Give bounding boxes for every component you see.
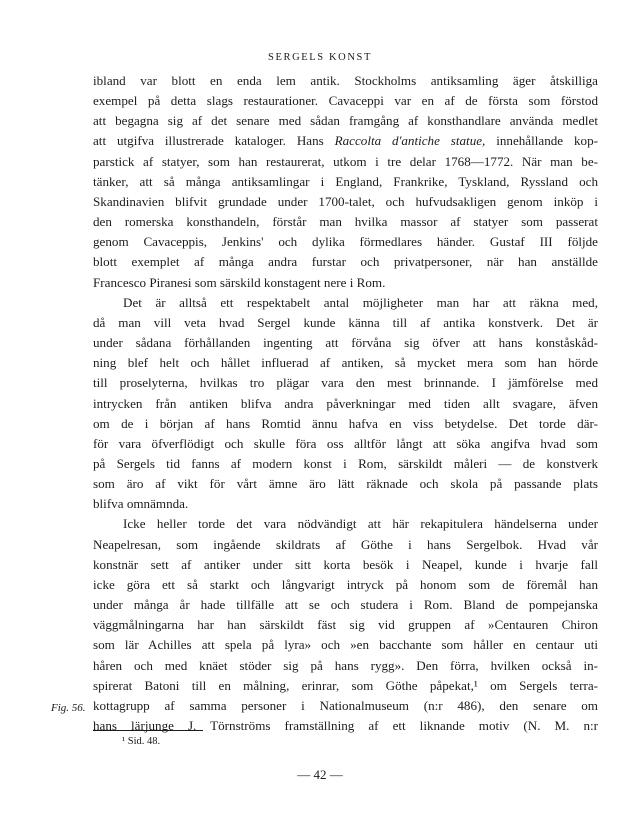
text-line: Skandinavien blifvit grundade under 1700-talet, och hufvudsakligen genom inköp i xyxy=(93,193,598,209)
text-line: blifva omnämnda. xyxy=(93,496,189,512)
text-line: om de i början af hans Romtid ännu hafva en viss betydelse. Det torde där- xyxy=(93,415,598,431)
footnote-rule xyxy=(93,730,203,731)
text-line: ning blef helt och hållet influerad af antiken, så mycket mera som han hörde xyxy=(93,355,598,371)
running-head: SERGELS KONST xyxy=(268,52,372,63)
text-line: genom Cavaceppis, Jenkins' och dylika förmedlares händer. Gustaf III följde xyxy=(93,234,598,250)
text-line: Det är alltså ett respektabelt antal möjligheter man har att räkna med, xyxy=(123,294,598,310)
text-line: spirerat Batoni till en målning, erinrar, som Göthe påpekat,¹ om Sergels terra- xyxy=(93,677,598,693)
text-line: ibland var blott en enda lem antik. Stockholms antiksamling äger åtskilliga xyxy=(93,73,598,88)
text-line: att begagna sig af det senare med sådan framgång af konsthandlare använda medlet xyxy=(93,113,598,129)
text-line: under sådana förhållanden ingenting att förvåna sig öfver att hans konståskåd- xyxy=(93,335,598,351)
body-text xyxy=(93,71,598,736)
text-line: icke göra ett så starkt och långvarigt intryck på honom som de föremål han xyxy=(93,576,598,592)
paragraph-2 xyxy=(93,293,598,515)
text-line: för vara öfverflödigt och skulle föra oss alltför långt att söka angifva hvad som xyxy=(93,435,598,451)
text-line: Icke heller torde det vara nödvändigt att här rekapitulera händelserna under xyxy=(123,516,598,532)
italic-title: Raccolta d'antiche statue, xyxy=(334,133,486,149)
text-segment: att utgifva illustrerade kataloger. Hans xyxy=(93,133,324,149)
text-line: intrycken från antiken blifva andra påverkningar med tiden allt svagare, äfven xyxy=(93,395,598,411)
text-line: till proselyterna, hvilkas tro plägar vara den mest brinnande. I jämförelse med xyxy=(93,375,598,391)
text-line: blott exemplet af många andra furstar och privatpersoner, när han anställde xyxy=(93,254,598,270)
text-line: tänker, att så många antiksamlingar i England, Frankrike, Tyskland, Ryssland och xyxy=(93,173,598,189)
paragraph-1 xyxy=(93,71,598,293)
text-line: hans lärjunge J. Törnströms framställning af ett liknande motiv (N. M. n:r xyxy=(93,718,598,733)
text-line: under många år hade tillfälle att se och studera i Rom. Bland de pompejanska xyxy=(93,597,598,613)
footnote: ¹ Sid. 48. xyxy=(122,736,161,747)
text-line: Francesco Piranesi som särskild konstagent nere i Rom. xyxy=(93,274,386,290)
text-line: håren och med knäet stöder sig på hans rygg». Den förra, hvilken också in- xyxy=(93,657,598,673)
text-line-with-title xyxy=(93,131,598,151)
paragraph-3 xyxy=(93,514,598,736)
text-line: då man vill veta hvad Sergel kunde känna till af antika konstverk. Det är xyxy=(93,314,598,330)
page-number: — 42 — xyxy=(297,767,343,782)
text-line: som lär Achilles att spela på lyra» och »en bacchante som håller en centaur uti xyxy=(93,637,598,653)
figure-reference: Fig. 56. xyxy=(51,702,86,714)
text-line: exempel på detta slags restaurationer. Cavaceppi var en af de första som förstod xyxy=(93,93,598,109)
text-line: Neapelresan, som ingående skildrats af Göthe i hans Sergelbok. Hvad vår xyxy=(93,536,598,552)
text-line: som äro af vikt för vårt ämne äro lätt räknade och skola på passande plats xyxy=(93,476,598,492)
text-line: konstnär sett af antiker under sitt korta besök i Neapel, kunde i hvarje fall xyxy=(93,556,598,572)
text-line: parstick af statyer, som han restaurerat, utkom i tre delar 1768—1772. När man be- xyxy=(93,153,598,169)
text-line: den romerska konsthandeln, förstår man hvilka massor af statyer som passerat xyxy=(93,214,598,230)
text-line: kottagrupp af samma personer i Nationalmuseum (n:r 486), den senare om xyxy=(93,697,598,713)
text-line: väggmålningarna har han särskildt fäst sig vid gruppen af »Centauren Chiron xyxy=(93,617,598,633)
text-segment: innehållande kop- xyxy=(496,133,598,149)
text-line: på Sergels tid fanns af modern konst i Rom, särskildt måleri — de konstverk xyxy=(93,455,598,471)
